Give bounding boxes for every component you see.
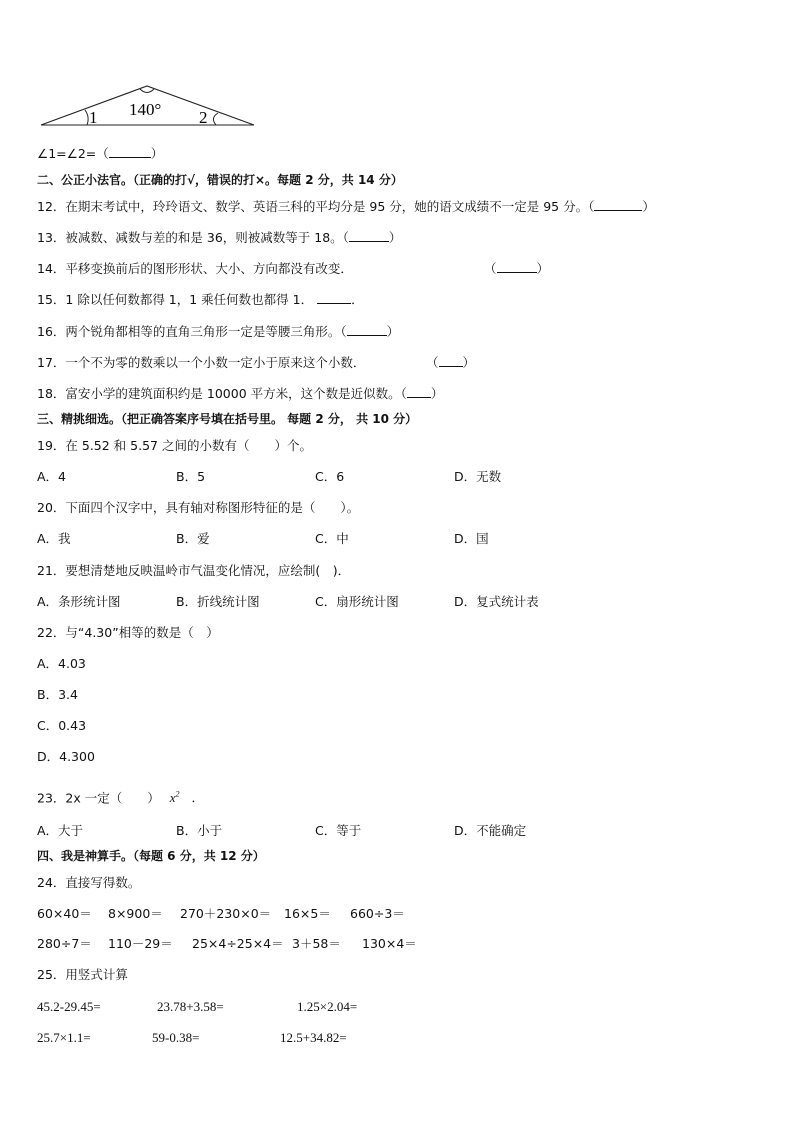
mental-math-item: 25×4÷25×4＝: [192, 936, 284, 951]
question-19-option-c[interactable]: C．6: [315, 469, 345, 484]
question-19-option-b[interactable]: B．5: [176, 469, 206, 484]
mental-math-item: 16×5＝: [284, 906, 331, 921]
question-14-answer: （ ）: [484, 261, 550, 276]
section-3-heading: 三、精挑细选。（把正确答案序号填在括号里。 每题 2 分， 共 10 分）: [37, 412, 418, 426]
answer-blank[interactable]: [317, 292, 351, 304]
question-20-option-b[interactable]: B．爱: [176, 531, 210, 546]
question-17: 17．一个不为零的数乘以一个小数一定小于原来这个小数．: [37, 355, 366, 370]
question-23: 23．2x 一定（ ） $x^2$ ．: [37, 790, 204, 806]
mental-math-item: 60×40＝: [37, 906, 92, 921]
mental-math-item: 8×900＝: [108, 906, 163, 921]
question-18: 18．富安小学的建筑面积约是 10000 平方米，这个数是近似数。（ ）: [37, 386, 444, 401]
answer-blank[interactable]: [497, 261, 537, 273]
question-22-option-d[interactable]: D．4.300: [37, 749, 95, 764]
question-21-option-c[interactable]: C．扇形统计图: [315, 594, 399, 609]
question-20: 20．下面四个汉字中，具有轴对称图形特征的是（ ）。: [37, 500, 360, 515]
question-22-option-b[interactable]: B．3.4: [37, 687, 78, 702]
question-20-option-a[interactable]: A．我: [37, 531, 71, 546]
question-24: 24．直接写得数。: [37, 875, 141, 890]
column-calc-item: 1.25×2.04=: [297, 999, 358, 1014]
question-22: 22．与“4.30”相等的数是（ ）: [37, 625, 219, 640]
question-16: 16．两个锐角都相等的直角三角形一定是等腰三角形。（ ）: [37, 324, 400, 339]
answer-blank[interactable]: [349, 230, 389, 242]
question-21: 21．要想清楚地反映温岭市气温变化情况，应绘制( )．: [37, 563, 351, 578]
column-calc-item: 23.78+3.58=: [157, 999, 224, 1014]
answer-blank[interactable]: [109, 146, 151, 158]
question-23-option-c[interactable]: C．等于: [315, 823, 362, 838]
angle-arc-left: [85, 110, 88, 125]
mental-math-item: 280÷7＝: [37, 936, 92, 951]
question-11-answer: ∠1=∠2=（ ）: [37, 146, 164, 161]
question-15: 15．1 除以任何数都得 1，1 乘任何数也都得 1． ．: [37, 292, 364, 307]
question-20-option-d[interactable]: D．国: [454, 531, 489, 546]
answer-blank[interactable]: [347, 324, 387, 336]
question-13: 13．被减数、减数与差的和是 36，则被减数等于 18。（ ）: [37, 230, 402, 245]
mental-math-item: 110－29＝: [108, 936, 173, 951]
angle-arc-top: [140, 89, 154, 93]
answer-blank[interactable]: [439, 355, 463, 367]
column-calc-item: 25.7×1.1=: [37, 1030, 91, 1045]
column-calc-item: 45.2-29.45=: [37, 999, 101, 1014]
question-20-option-c[interactable]: C．中: [315, 531, 349, 546]
mental-math-item: 130×4＝: [362, 936, 417, 951]
angle-label-top: 140°: [129, 100, 162, 119]
question-19-option-a[interactable]: A．4: [37, 469, 67, 484]
question-19: 19．在 5.52 和 5.57 之间的小数有（ ）个。: [37, 438, 312, 453]
angle-label-2: 2: [199, 108, 208, 127]
triangle-figure: [37, 82, 277, 132]
column-calc-item: 12.5+34.82=: [280, 1030, 347, 1045]
question-21-option-b[interactable]: B．折线统计图: [176, 594, 260, 609]
question-23-option-b[interactable]: B．小于: [176, 823, 223, 838]
column-calc-item: 59-0.38=: [152, 1030, 200, 1045]
mental-math-item: 660÷3＝: [350, 906, 405, 921]
question-14: 14．平移变换前后的图形形状、大小、方向都没有改变．: [37, 261, 353, 276]
question-22-option-a[interactable]: A．4.03: [37, 656, 86, 671]
angle-label-1: 1: [89, 108, 98, 127]
question-21-option-d[interactable]: D．复式统计表: [454, 594, 539, 609]
question-22-option-c[interactable]: C．0.43: [37, 718, 87, 733]
mental-math-item: 3＋58＝: [292, 936, 341, 951]
question-23-option-a[interactable]: A．大于: [37, 823, 84, 838]
question-25: 25．用竖式计算: [37, 967, 128, 982]
question-19-option-d[interactable]: D．无数: [454, 469, 502, 484]
question-17-answer: （ ）: [426, 355, 476, 370]
answer-blank[interactable]: [407, 386, 431, 398]
angle-arc-right: [213, 113, 218, 125]
math-variable-x: $x^2$: [169, 790, 180, 806]
question-23-option-d[interactable]: D．不能确定: [454, 823, 527, 838]
question-12: 12．在期末考试中，玲玲语文、数学、英语三科的平均分是 95 分，她的语文成绩不一定是 95 分。（ ）: [37, 199, 655, 214]
question-21-option-a[interactable]: A．条形统计图: [37, 594, 121, 609]
mental-math-item: 270＋230×0＝: [180, 906, 272, 921]
section-4-heading: 四、我是神算手。（每题 6 分，共 12 分）: [37, 849, 265, 863]
answer-blank[interactable]: [594, 199, 642, 211]
section-2-heading: 二、公正小法官。（正确的打√，错误的打×。每题 2 分，共 14 分）: [37, 173, 403, 187]
